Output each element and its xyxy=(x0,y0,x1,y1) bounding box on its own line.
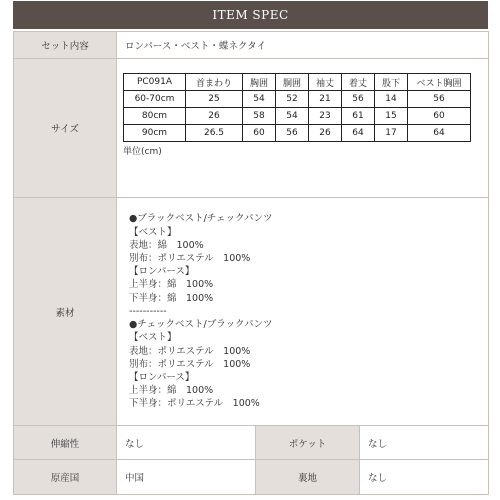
pocket-label: ポケット xyxy=(256,426,360,460)
material-label: 素材 xyxy=(14,198,117,426)
lining-value: なし xyxy=(360,460,489,495)
table-row xyxy=(124,108,471,125)
size-cell-value: 64 xyxy=(408,125,471,142)
size-col-vest-chest: ベスト胸囲 xyxy=(408,74,471,91)
origin-lining-row xyxy=(14,460,489,495)
material-cell xyxy=(117,198,489,426)
size-col-length: 着丈 xyxy=(342,74,375,91)
size-cell-value: 56 xyxy=(342,91,375,108)
spec-title: ITEM SPEC xyxy=(212,8,289,22)
size-header-row xyxy=(124,74,471,91)
material-line: 表地：ポリエステル 100% xyxy=(129,345,251,357)
material-line: 上半身：綿 100% xyxy=(129,279,214,291)
size-cell-value: 26 xyxy=(186,108,243,125)
size-cell-value: 60 xyxy=(243,125,276,142)
size-cell-value: 26 xyxy=(309,125,342,142)
material-line: 【ベスト】 xyxy=(129,226,177,238)
size-col-chest: 胸囲 xyxy=(243,74,276,91)
pocket-value: なし xyxy=(360,426,489,460)
lining-label: 裏地 xyxy=(256,460,360,495)
material-line: 下半身：ポリエステル 100% xyxy=(129,398,260,410)
stretch-value: なし xyxy=(117,426,256,460)
material-line: 【ロンパース】 xyxy=(129,266,195,278)
size-cell-value: 23 xyxy=(309,108,342,125)
material-line: 下半身：綿 100% xyxy=(129,292,214,304)
size-col-sleeve: 袖丈 xyxy=(309,74,342,91)
size-cell-value: 56 xyxy=(276,125,309,142)
size-cell-value: 54 xyxy=(243,91,276,108)
size-cell-value: 60-70cm xyxy=(124,91,186,108)
size-cell xyxy=(117,59,489,198)
material-separator: ----------- xyxy=(129,305,167,317)
size-cell-value: 26.5 xyxy=(186,125,243,142)
material-line: ●ブラックベスト/チェックパンツ xyxy=(129,213,273,225)
size-cell-value: 17 xyxy=(375,125,408,142)
set-row xyxy=(14,32,489,59)
material-line: 【ベスト】 xyxy=(129,332,177,344)
material-line: ●チェックベスト/ブラックパンツ xyxy=(129,319,273,331)
stretch-label: 伸縮性 xyxy=(14,426,117,460)
size-cell-value: 80cm xyxy=(124,108,186,125)
size-label: サイズ xyxy=(14,59,117,198)
size-cell-value: 21 xyxy=(309,91,342,108)
material-line: 上半身：綿 100% xyxy=(129,385,214,397)
size-cell-value: 64 xyxy=(342,125,375,142)
size-cell-value: 14 xyxy=(375,91,408,108)
size-col-neck: 首まわり xyxy=(186,74,243,91)
size-unit: 単位(cm) xyxy=(123,147,162,157)
size-cell-value: 61 xyxy=(342,108,375,125)
size-cell-value: 52 xyxy=(276,91,309,108)
spec-header xyxy=(13,1,488,29)
size-cell-value: 54 xyxy=(276,108,309,125)
size-cell-value: 25 xyxy=(186,91,243,108)
material-line: 別布：ポリエステル 100% xyxy=(129,358,251,370)
size-cell-value: 56 xyxy=(408,91,471,108)
size-row xyxy=(14,59,489,198)
size-col-waist: 胴囲 xyxy=(276,74,309,91)
origin-label: 原産国 xyxy=(14,460,117,495)
set-label: セット内容 xyxy=(14,32,117,59)
set-value: ロンパース・ベスト・蝶ネクタイ xyxy=(117,32,489,59)
size-table xyxy=(123,73,471,142)
table-row xyxy=(124,125,471,142)
size-cell-value: 15 xyxy=(375,108,408,125)
size-col-inseam: 股下 xyxy=(375,74,408,91)
material-line: 別布：ポリエステル 100% xyxy=(129,253,251,265)
size-cell-value: 60 xyxy=(408,108,471,125)
table-row xyxy=(124,91,471,108)
material-line: 表地：綿 100% xyxy=(129,239,204,251)
size-cell-value: 90cm xyxy=(124,125,186,142)
size-cell-value: 58 xyxy=(243,108,276,125)
spec-table xyxy=(13,31,489,495)
stretch-pocket-row xyxy=(14,426,489,460)
material-row xyxy=(14,198,489,426)
origin-value: 中国 xyxy=(117,460,256,495)
material-line: 【ロンパース】 xyxy=(129,371,195,383)
size-col-code: PC091A xyxy=(124,74,186,91)
